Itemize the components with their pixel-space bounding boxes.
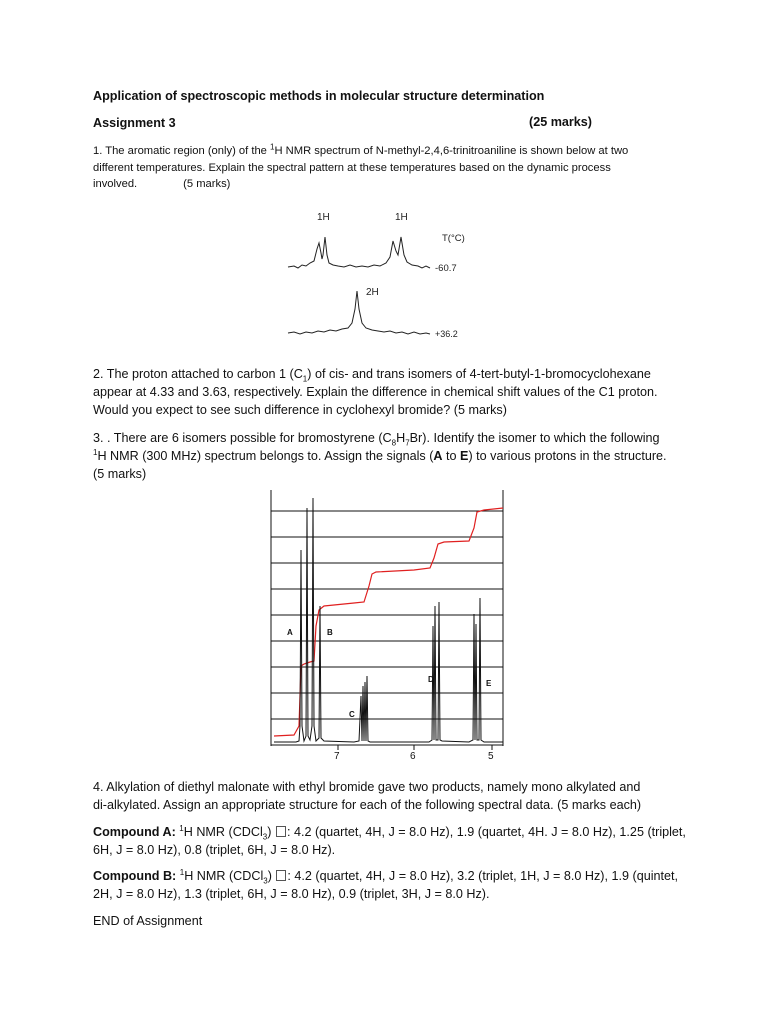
integration-curve: [274, 508, 503, 736]
unknown-glyph-icon: [276, 870, 286, 881]
q1-temp-header: T(°C): [442, 233, 465, 244]
axis-tick-7: 7: [334, 751, 340, 762]
q1-temp-high: +36.2: [435, 329, 458, 339]
signal-label-b: B: [327, 628, 333, 637]
signal-label-e: E: [486, 679, 492, 688]
q2-line-1: 2. The proton attached to carbon 1 $(C_1)$ of cis- and trans isomers of 4-tert-butyl-1-bromocyclohexane: [93, 367, 651, 384]
signal-label-d: D: [428, 675, 434, 684]
unknown-glyph-icon: [276, 826, 286, 837]
q3-line-3: (5 marks): [93, 467, 147, 481]
assignment-total-marks: (25 marks): [529, 115, 593, 129]
signal-label-c: C: [349, 710, 355, 719]
compound-b-line-2: 2H, J = 8.0 Hz), 1.3 (triplet, 6H, J = 8.0 Hz), 0.9 (triplet, 3H, J = 8.0 Hz).: [93, 887, 490, 901]
axis-tick-5: 5: [488, 751, 494, 762]
q2-line-3: Would you expect to see such difference in cyclohexyl bromide? (5 marks): [93, 403, 507, 417]
q1-marks: (5 marks): [183, 178, 231, 190]
q1-trace-high-temp: [288, 291, 430, 334]
q1-temp-low: -60.7: [435, 263, 457, 274]
end-of-assignment: END of Assignment: [93, 914, 203, 928]
q3-line-2: $^1$H NMR (300 MHz) spectrum belongs to. Assign the signals (A to E) to various protons in the structure.: [93, 447, 667, 463]
q1-peak-label-merged: 2H: [366, 287, 379, 298]
signal-label-a: A: [287, 628, 293, 637]
compound-b-label: Compound B:: [93, 869, 177, 883]
q3-nmr-spectrum: [264, 486, 510, 766]
assignment-label: Assignment 3: [93, 116, 176, 130]
axis-tick-6: 6: [410, 751, 416, 762]
compound-a-line-1: Compound A: $^1$H NMR (CDCl$_3$) : 4.2 (quartet, 4H, J = 8.0 Hz), 1.9 (quartet, 4H. J = 8.0 Hz), 1.25 (triplet,: [93, 823, 686, 842]
q1-trace-low-temp: [288, 237, 430, 268]
q4-line-1: 4. Alkylation of diethyl malonate with ethyl bromide gave two products, namely mono alkylated and: [93, 780, 641, 794]
q2-line-2: appear at 4.33 and 3.63, respectively. Explain the difference in chemical shift values of the C1 proton.: [93, 385, 658, 399]
q3-line-1: 3. . There are 6 isomers possible for bromostyrene $(C_8H_7Br)$. Identify the isomer to which the following: [93, 431, 660, 448]
q1-line-2: different temperatures. Explain the spectral pattern at these temperatures based on the dynamic process: [93, 162, 611, 174]
compound-a-label: Compound A:: [93, 825, 176, 839]
spectrum-trace: [274, 498, 503, 742]
document-title: Application of spectroscopic methods in molecular structure determination: [93, 89, 545, 103]
compound-a-line-2: 6H, J = 8.0 Hz), 0.8 (triplet, 6H, J = 8.0 Hz).: [93, 843, 336, 857]
q1-peak-label-1: 1H: [317, 212, 330, 223]
q1-nmr-figure: [280, 205, 500, 350]
q1-line-3: involved. (5 marks): [93, 178, 231, 190]
q1-line-1: 1. The aromatic region (only) of the $^1$H NMR spectrum of N-methyl-2,4,6-trinitroaniline is shown below at two: [93, 142, 629, 157]
q4-line-2: di-alkylated. Assign an appropriate structure for each of the following spectral data. (5 marks each): [93, 798, 642, 812]
compound-b-line-1: Compound B: $^1$H NMR (CDCl$_3$) : 4.2 (quartet, 4H, J = 8.0 Hz), 3.2 (triplet, 1H, J = 8.0 Hz), 1.9 (quintet,: [93, 867, 679, 886]
q1-peak-label-2: 1H: [395, 212, 408, 223]
